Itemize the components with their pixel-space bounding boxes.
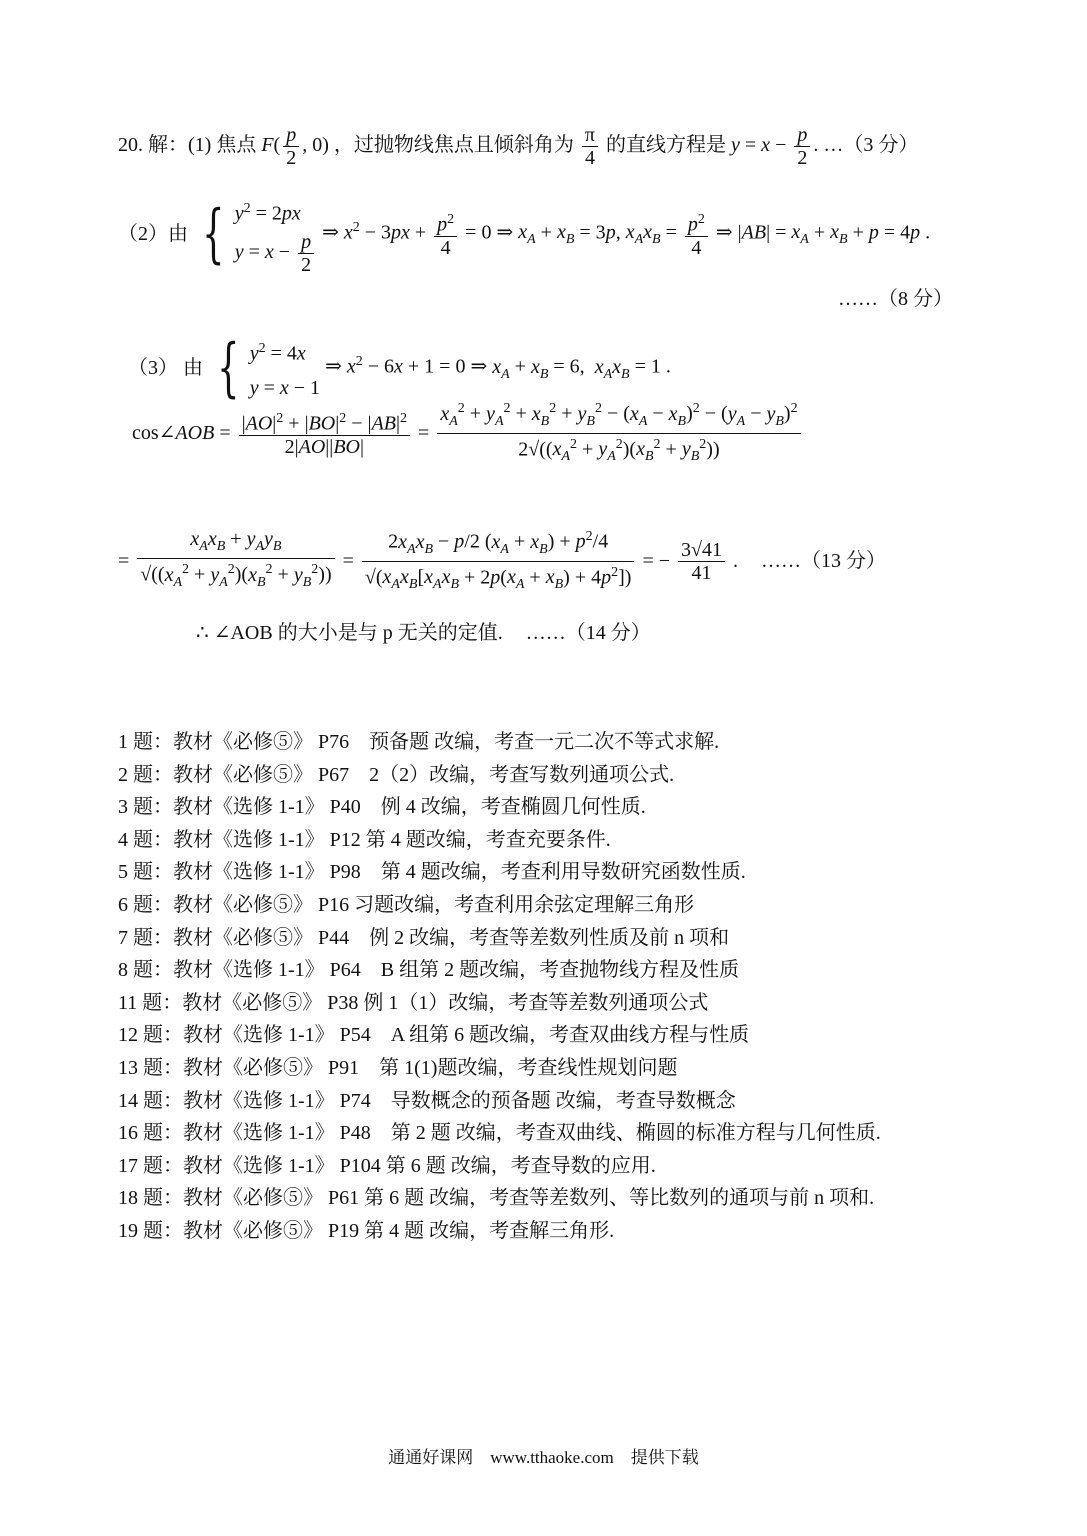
list-item: 1 题：教材《必修⑤》 P76 预备题 改编，考查一元二次不等式求解. <box>118 731 720 753</box>
part3-prefix: （3） 由 <box>128 357 203 380</box>
list-item: 6 题：教材《必修⑤》 P16 习题改编，考查利用余弦定理解三角形 <box>118 893 695 916</box>
cos-result: = $\frac{x_Ax_B + y_Ay_B}{√((x_A^2 + y_A^2)(x_B^2 + y_B^2))}$ = $\frac{2x_Ax_B - p/2 (x_A + x_B) + p^2/4}{√(x_Ax_B[x_Ax_B + 2p(x_A + x_B) + 4p^2])}$ = − $\frac{3√41}{41}$ . ……（13 分） <box>118 526 886 596</box>
list-item: 5 题：教材《选修 1-1》 P98 第 4 题改编，考查利用导数研究函数性质. <box>118 861 746 884</box>
left-brace-icon: { <box>202 196 225 271</box>
part3-line <box>128 332 671 405</box>
cos-formula: cos∠AOB = $\frac{|AO|^2 + |BO|^2 - |AB|^2}{2|AO||BO|}$ = $\frac{x_A^2 + y_A^2 + x_B^2 + y_B^2 - (x_A - x_B)^2 - (y_A - y_B)^2}{2√((x_A^2 + y_A^2)(x_B^2 + y_B^2))}$ <box>132 398 804 468</box>
part3-system: $y^2 = 4x$ y = x − 1 <box>249 341 321 399</box>
list-item: 16 题：教材《选修 1-1》 P48 第 2 题 改编，考查双曲线、椭圆的标准方程与几何性质. <box>118 1122 881 1145</box>
list-item: 2 题：教材《必修⑤》 P67 2（2）改编，考查写数列通项公式. <box>118 763 675 786</box>
list-item: 19 题：教材《必修⑤》 P19 第 4 题 改编，考查解三角形. <box>118 1219 615 1242</box>
list-item: 12 题：教材《选修 1-1》 P54 A 组第 6 题改编，考查双曲线方程与性质 <box>118 1024 750 1047</box>
left-brace-icon: { <box>217 331 240 406</box>
list-item: 11 题：教材《必修⑤》 P38 例 1（1）改编，考查等差数列通项公式 <box>118 991 709 1014</box>
list-item: 3 题：教材《选修 1-1》 P40 例 4 改编，考查椭圆几何性质. <box>118 796 646 819</box>
part1-text-a: ，过抛物线焦点且倾斜角为 <box>333 134 574 157</box>
page-footer: 通通好课网 www.tthaoke.com 提供下载 <box>388 1448 699 1467</box>
conclusion-text: ∴ ∠AOB 的大小是与 p 无关的定值. <box>196 622 503 644</box>
part3-derivation: ⇒ $x^2 - 6x + 1 = 0$ ⇒ $x_A + x_B = 6$, $x_Ax_B = 1$ . <box>325 354 671 382</box>
part2-system: $y^2 = 2px$ y = x − $\frac{p}{2}$ <box>235 192 317 276</box>
part2-line <box>118 192 930 276</box>
part2-derivation: ⇒ $x^2 - 3px$ + $\frac{p^2}{4}$ = 0 ⇒ $x_A + x_B = 3p$, $x_Ax_B$ = $\frac{p^2}{4}$ ⇒ $|AB| = x_A + x_B + p = 4p$ . <box>322 209 930 259</box>
list-item: 13 题：教材《必修⑤》 P91 第 1(1)题改编，考查线性规划问题 <box>118 1056 678 1079</box>
list-item: 8 题：教材《选修 1-1》 P64 B 组第 2 题改编，考查抛物线方程及性质 <box>118 959 740 982</box>
part1-prefix: 20. 解：(1) 焦点 <box>118 134 257 157</box>
part3-score: ……（13 分） <box>760 550 886 573</box>
part1-score: …（3 分） <box>823 134 919 157</box>
part2-prefix: （2）由 <box>118 222 188 245</box>
part2-score: ……（8 分） <box>838 288 953 310</box>
part1-focus-formula: F( $\frac{p}{2}$ , 0) <box>261 124 329 169</box>
part1-line: 20. 解：(1) 焦点 F( $\frac{p}{2}$ , 0) ，过抛物线焦点且倾斜角为 $\frac{\pi}{4}$ 的直线方程是 y = x − $\frac{p}{2}$ . …（3 分） <box>118 124 919 169</box>
part1-angle: $\frac{\pi}{4}$ <box>582 124 598 169</box>
list-item: 14 题：教材《选修 1-1》 P74 导数概念的预备题 改编，考查导数概念 <box>118 1089 736 1112</box>
conclusion-score: ……（14 分） <box>525 622 651 644</box>
part1-text-b: 的直线方程是 y = x − <box>606 134 787 157</box>
conclusion-line <box>196 620 651 646</box>
source-list <box>118 726 881 1248</box>
list-item: 17 题：教材《选修 1-1》 P104 第 6 题 改编，考查导数的应用. <box>118 1154 656 1177</box>
list-item: 4 题：教材《选修 1-1》 P12 第 4 题改编，考查充要条件. <box>118 828 611 851</box>
list-item: 7 题：教材《必修⑤》 P44 例 2 改编，考查等差数列性质及前 n 项和 <box>118 926 730 949</box>
list-item: 18 题：教材《必修⑤》 P61 第 6 题 改编，考查等差数列、等比数列的通项与前 n 项和. <box>118 1187 875 1210</box>
